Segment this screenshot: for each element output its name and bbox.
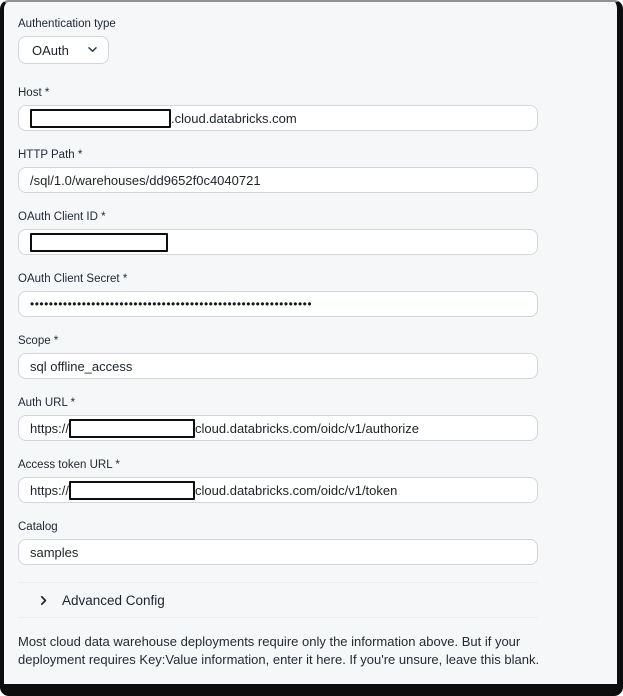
- authentication-type-value: OAuth: [32, 42, 69, 58]
- access-token-url-label: Access token URL *: [18, 459, 120, 471]
- divider: [18, 617, 538, 618]
- redacted-value-box: [69, 481, 195, 500]
- oauth-client-secret-label: OAuth Client Secret *: [18, 273, 128, 285]
- chevron-right-icon: [38, 595, 49, 606]
- oauth-client-id-input[interactable]: [18, 229, 538, 255]
- oauth-client-id-label: OAuth Client ID *: [18, 211, 106, 223]
- host-label: Host *: [18, 87, 50, 99]
- catalog-group: [18, 520, 538, 565]
- authentication-type-group: [18, 17, 538, 64]
- oauth-client-secret-group: [18, 272, 538, 317]
- scope-label: Scope *: [18, 335, 59, 347]
- auth-url-group: [18, 396, 538, 441]
- auth-url-input[interactable]: [18, 415, 538, 441]
- advanced-config-toggle[interactable]: [18, 583, 538, 617]
- scope-input[interactable]: [18, 353, 538, 379]
- host-suffix: .cloud.databricks.com: [171, 110, 297, 126]
- chevron-down-icon: [87, 43, 98, 58]
- access-token-url-suffix: cloud.databricks.com/oidc/v1/token: [195, 482, 398, 498]
- scope-group: [18, 334, 538, 379]
- host-group: [18, 86, 538, 131]
- access-token-url-input[interactable]: [18, 477, 538, 503]
- advanced-config-label: Advanced Config: [62, 593, 165, 608]
- http-path-group: [18, 148, 538, 193]
- http-path-input[interactable]: [18, 167, 538, 193]
- catalog-label: Catalog: [18, 521, 58, 533]
- auth-url-label: Auth URL *: [18, 397, 76, 409]
- auth-url-suffix: cloud.databricks.com/oidc/v1/authorize: [195, 420, 420, 436]
- authentication-type-select[interactable]: [18, 36, 109, 64]
- redacted-value-box: [30, 233, 168, 252]
- host-input[interactable]: [18, 105, 538, 131]
- access-token-url-prefix: https://: [30, 482, 70, 498]
- auth-url-prefix: https://: [30, 420, 70, 436]
- authentication-type-label: Authentication type: [18, 18, 116, 30]
- http-path-label: HTTP Path *: [18, 149, 83, 161]
- redacted-value-box: [69, 419, 195, 438]
- catalog-input[interactable]: [18, 539, 538, 565]
- redacted-value-box: [30, 109, 171, 128]
- oauth-client-id-group: [18, 210, 538, 255]
- oauth-client-secret-input[interactable]: [18, 291, 538, 317]
- helper-text: Most cloud data warehouse deployments require only the information above. But if your deployment requires Key:Value information, enter it here. If you're unsure, leave this blank.: [18, 634, 540, 667]
- access-token-url-group: [18, 458, 538, 503]
